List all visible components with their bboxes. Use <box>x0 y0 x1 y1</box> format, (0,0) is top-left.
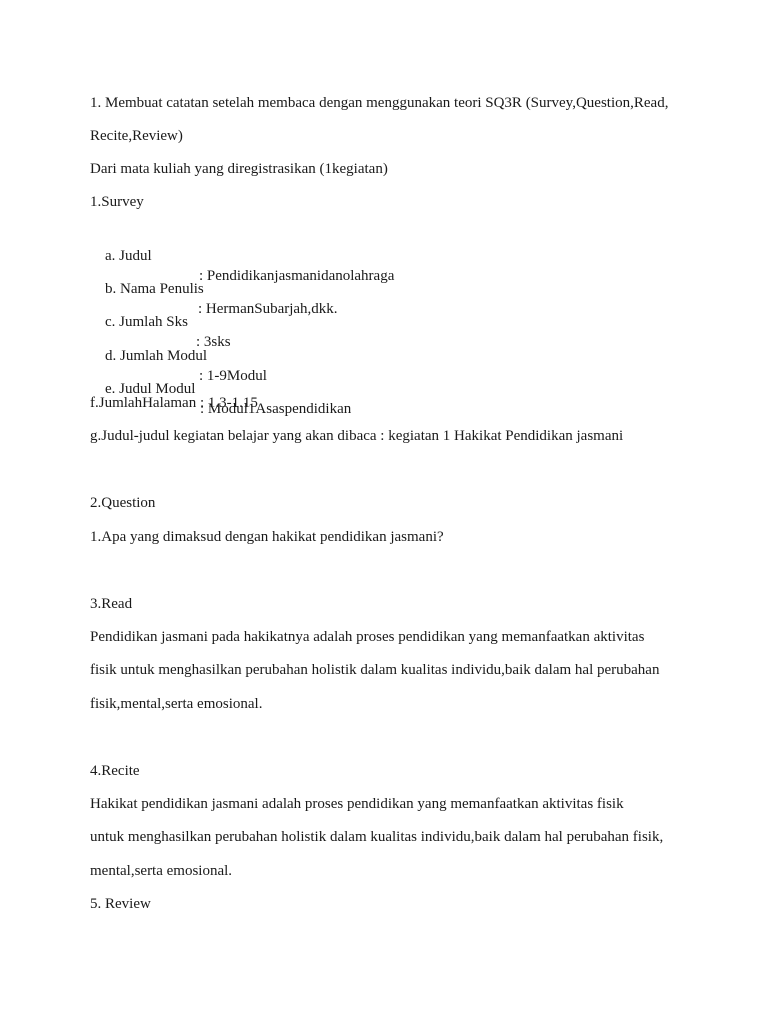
assignment-instruction-line-2: Recite,Review) <box>90 128 183 144</box>
recite-paragraph-line: mental,serta emosional. <box>90 863 233 879</box>
read-paragraph-line: fisik,mental,serta emosional. <box>90 696 263 712</box>
field-value: : Modul1Asaspendidikan <box>200 401 352 417</box>
field-value: : HermanSubarjah,dkk. <box>198 301 338 317</box>
assignment-instruction-line-1: 1. Membuat catatan setelah membaca dengan menggunakan teori SQ3R (Survey,Question,Read, <box>90 95 669 111</box>
read-paragraph-line: Pendidikan jasmani pada hakikatnya adalah proses pendidikan yang memanfaatkan aktivitas <box>90 629 645 645</box>
survey-heading: 1.Survey <box>90 194 144 210</box>
read-paragraph-line: fisik untuk menghasilkan perubahan holistik dalam kualitas individu,baik dalam hal perubahan <box>90 662 660 678</box>
field-value: : Pendidikanjasmanidanolahraga <box>199 268 395 284</box>
field-value: : 3sks <box>196 334 231 350</box>
field-label: b. Nama Penulis <box>105 281 204 297</box>
field-label: a. Judul <box>105 248 152 264</box>
survey-field-judul-kegiatan: g.Judul-judul kegiatan belajar yang akan dibaca : kegiatan 1 Hakikat Pendidikan jasmani <box>90 428 624 444</box>
question-item: 1.Apa yang dimaksud dengan hakikat pendidikan jasmani? <box>90 529 444 545</box>
review-heading: 5. Review <box>90 896 151 912</box>
survey-field-jumlah-halaman: f.JumlahHalaman : 1.3-1.15 <box>90 395 258 411</box>
recite-paragraph-line: Hakikat pendidikan jasmani adalah proses pendidikan yang memanfaatkan aktivitas fisik <box>90 796 624 812</box>
question-heading: 2.Question <box>90 495 156 511</box>
course-context-line: Dari mata kuliah yang diregistrasikan (1kegiatan) <box>90 161 388 177</box>
field-value: : 1-9Modul <box>199 368 267 384</box>
field-label: d. Jumlah Modul <box>105 348 208 364</box>
field-label: e. Judul Modul <box>105 381 196 397</box>
field-label: c. Jumlah Sks <box>105 314 188 330</box>
recite-paragraph-line: untuk menghasilkan perubahan holistik dalam kualitas individu,baik dalam hal perubahan fisik, <box>90 829 664 845</box>
recite-heading: 4.Recite <box>90 763 140 779</box>
read-heading: 3.Read <box>90 596 133 612</box>
